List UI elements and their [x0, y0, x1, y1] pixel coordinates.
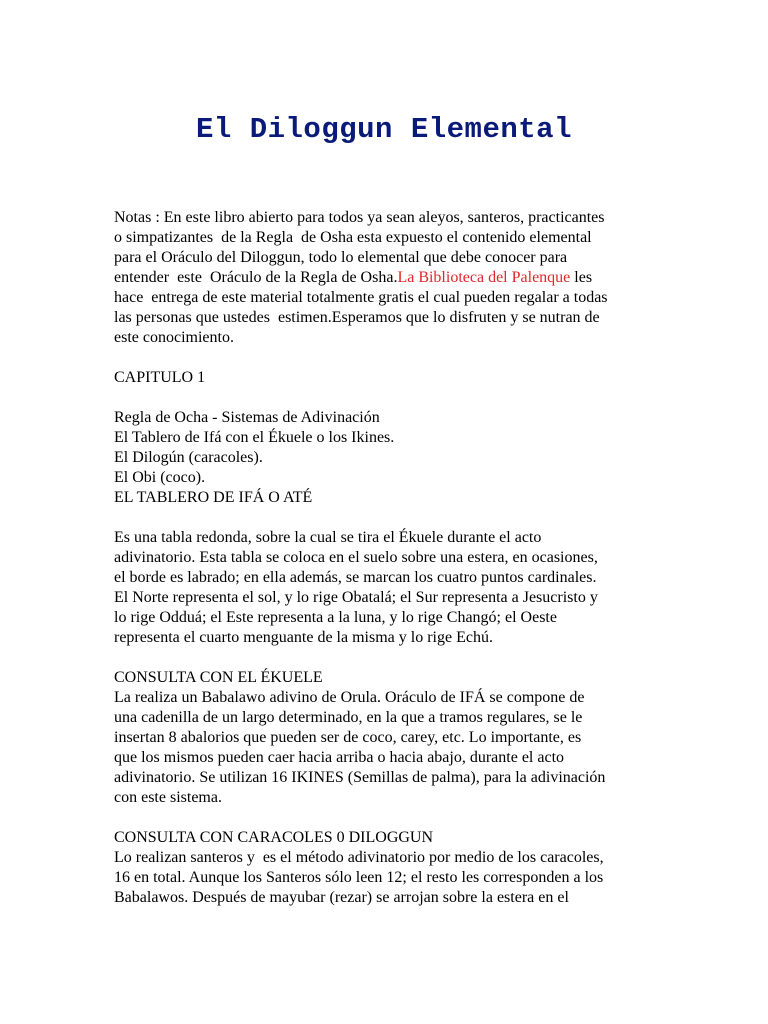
list-item: El Tablero de Ifá con el Ékuele o los Ikines. [114, 429, 395, 446]
text-line: o simpatizantes de la Regla de Osha esta expuesto el contenido elemental [114, 229, 592, 246]
section-heading: EL TABLERO DE IFÁ O ATÉ [114, 489, 313, 506]
document-body [114, 208, 662, 908]
chapter-title: CAPITULO 1 [114, 369, 206, 386]
list-item: El Dilogún (caracoles). [114, 449, 263, 466]
text-line: insertan 8 abalorios que pueden ser de coco, carey, etc. Lo importante, es [114, 729, 582, 746]
text-line: representa el cuarto menguante de la misma y lo rige Echú. [114, 629, 493, 646]
text-segment: les [570, 269, 593, 286]
text-line: 16 en total. Aunque los Santeros sólo leen 12; el resto les corresponden a los [114, 869, 604, 886]
text-line: adivinatorio. Se utilizan 16 IKINES (Semillas de palma), para la adivinación [114, 769, 606, 786]
notes-paragraph [114, 208, 662, 348]
text-line: una cadenilla de un largo determinado, en la que a tramos regulares, se le [114, 709, 583, 726]
systems-list [114, 408, 662, 508]
chapter-heading [114, 368, 662, 388]
section-heading: CONSULTA CON EL ÉKUELE [114, 669, 323, 686]
text-line: El Norte representa el sol, y lo rige Obatalá; el Sur representa a Jesucristo y [114, 589, 598, 606]
text-line: el borde es labrado; en ella además, se marcan los cuatro puntos cardinales. [114, 569, 597, 586]
biblioteca-link[interactable]: La Biblioteca del Palenque [397, 269, 571, 286]
ekuele-section [114, 668, 662, 808]
text-line: lo rige Odduá; el Este representa a la luna, y lo rige Changó; el Oeste [114, 609, 557, 626]
text-line: que los mismos pueden caer hacia arriba o hacia abajo, durante el acto [114, 749, 565, 766]
text-line: La realiza un Babalawo adivino de Orula. Oráculo de IFÁ se compone de [114, 689, 585, 706]
section-heading: CONSULTA CON CARACOLES 0 DILOGGUN [114, 829, 434, 846]
text-line: adivinatorio. Esta tabla se coloca en el suelo sobre una estera, en ocasiones, [114, 549, 598, 566]
list-item: El Obi (coco). [114, 469, 206, 486]
text-line: Es una tabla redonda, sobre la cual se tira el Ékuele durante el acto [114, 529, 542, 546]
list-item: Regla de Ocha - Sistemas de Adivinación [114, 409, 380, 426]
text-line: Babalawos. Después de mayubar (rezar) se arrojan sobre la estera en el [114, 889, 569, 906]
text-line-with-link [114, 268, 662, 288]
text-segment: entender este Oráculo de la Regla de Osha. [114, 269, 398, 286]
text-line: este conocimiento. [114, 329, 234, 346]
text-line: Lo realizan santeros y es el método adivinatorio por medio de los caracoles, [114, 849, 604, 866]
tablero-paragraph [114, 528, 662, 648]
caracoles-section [114, 828, 662, 908]
document-title: El Diloggun Elemental [196, 113, 572, 146]
text-line: con este sistema. [114, 789, 222, 806]
text-line: las personas que ustedes estimen.Esperamos que lo disfruten y se nutran de [114, 309, 600, 326]
text-line: Notas : En este libro abierto para todos ya sean aleyos, santeros, practicantes [114, 209, 605, 226]
text-line: para el Oráculo del Diloggun, todo lo elemental que debe conocer para [114, 249, 568, 266]
text-line: hace entrega de este material totalmente gratis el cual pueden regalar a todas [114, 289, 608, 306]
